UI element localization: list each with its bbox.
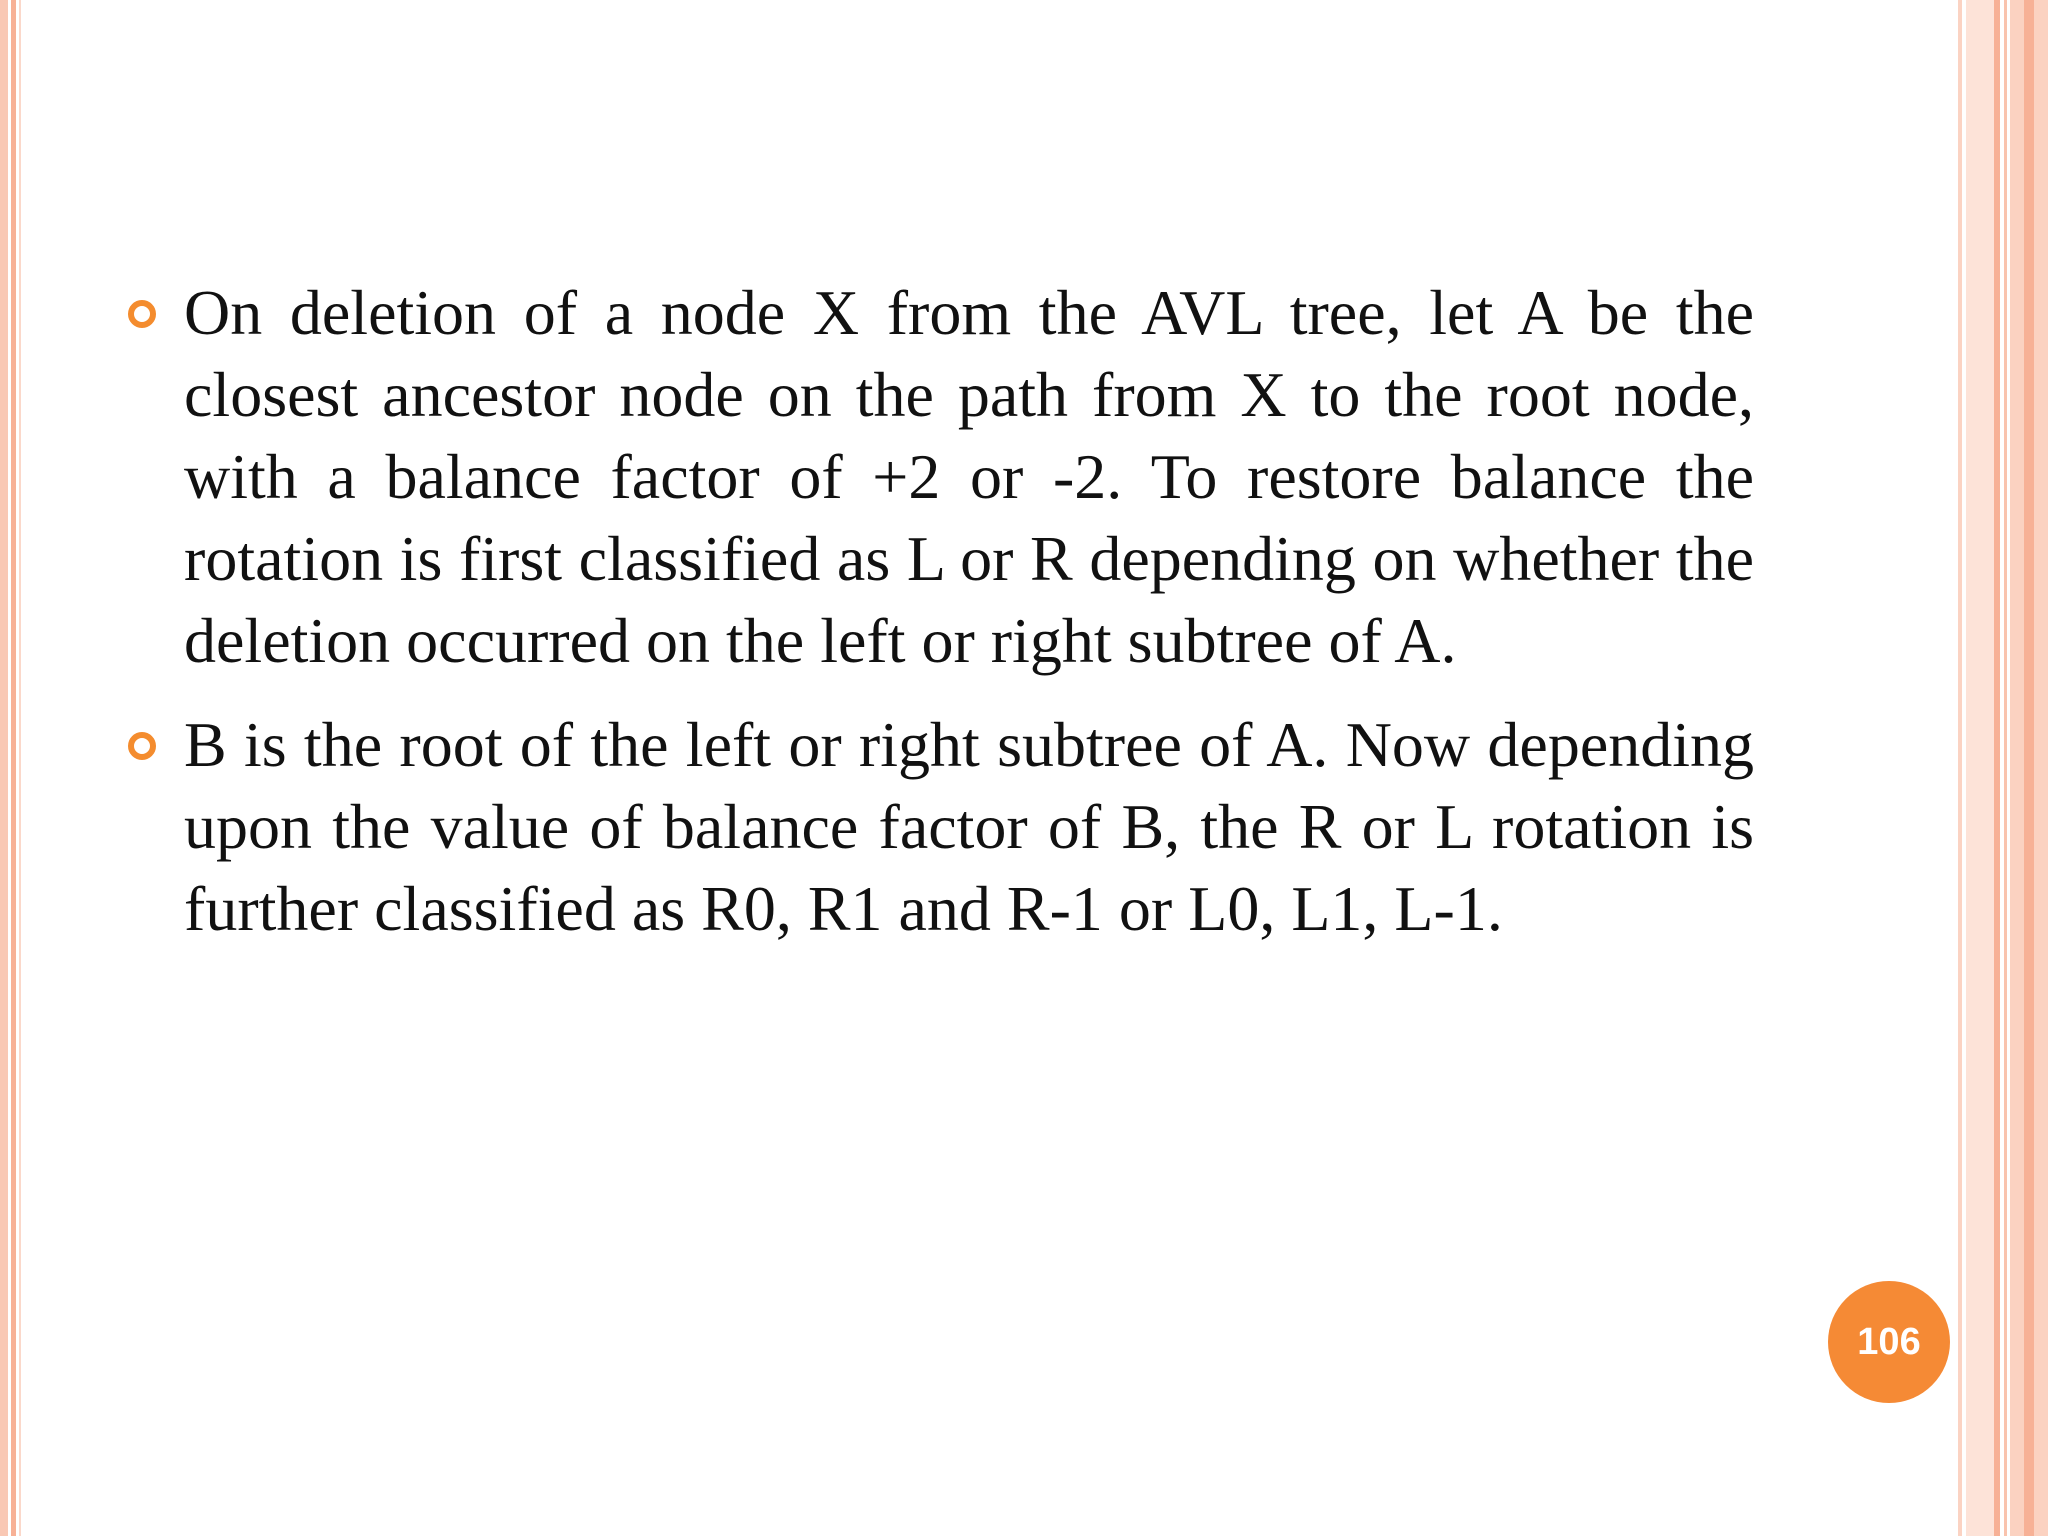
right-border-stripe	[1966, 0, 1994, 1536]
bullet-item	[128, 272, 1754, 682]
hollow-circle-bullet-icon	[128, 300, 156, 328]
left-border-stripe	[11, 0, 16, 1536]
hollow-circle-bullet-icon	[128, 732, 156, 760]
bullet-item	[128, 704, 1754, 950]
left-border-stripe	[0, 0, 8, 1536]
bullet-text: On deletion of a node X from the AVL tree, let A be the closest ancestor node on the path from X to the root node, with a balance factor of +2 or -2. To restore balance the rotation is first classified as L or R depending on whether the deletion occurred on the left or right subtree of A.	[184, 277, 1754, 676]
right-border-stripe	[2004, 0, 2007, 1536]
right-border-stripe	[1958, 0, 1962, 1536]
page-number-badge: 106	[1828, 1281, 1950, 1403]
bullet-text: B is the root of the left or right subtree of A. Now depending upon the value of balance factor of B, the R or L rotation is further classified as R0, R1 and R-1 or L0, L1, L-1.	[184, 709, 1754, 944]
right-border-stripe	[1994, 0, 2000, 1536]
left-border-stripe	[19, 0, 21, 1536]
slide-content	[128, 272, 1754, 972]
right-border-stripe	[2024, 0, 2034, 1536]
